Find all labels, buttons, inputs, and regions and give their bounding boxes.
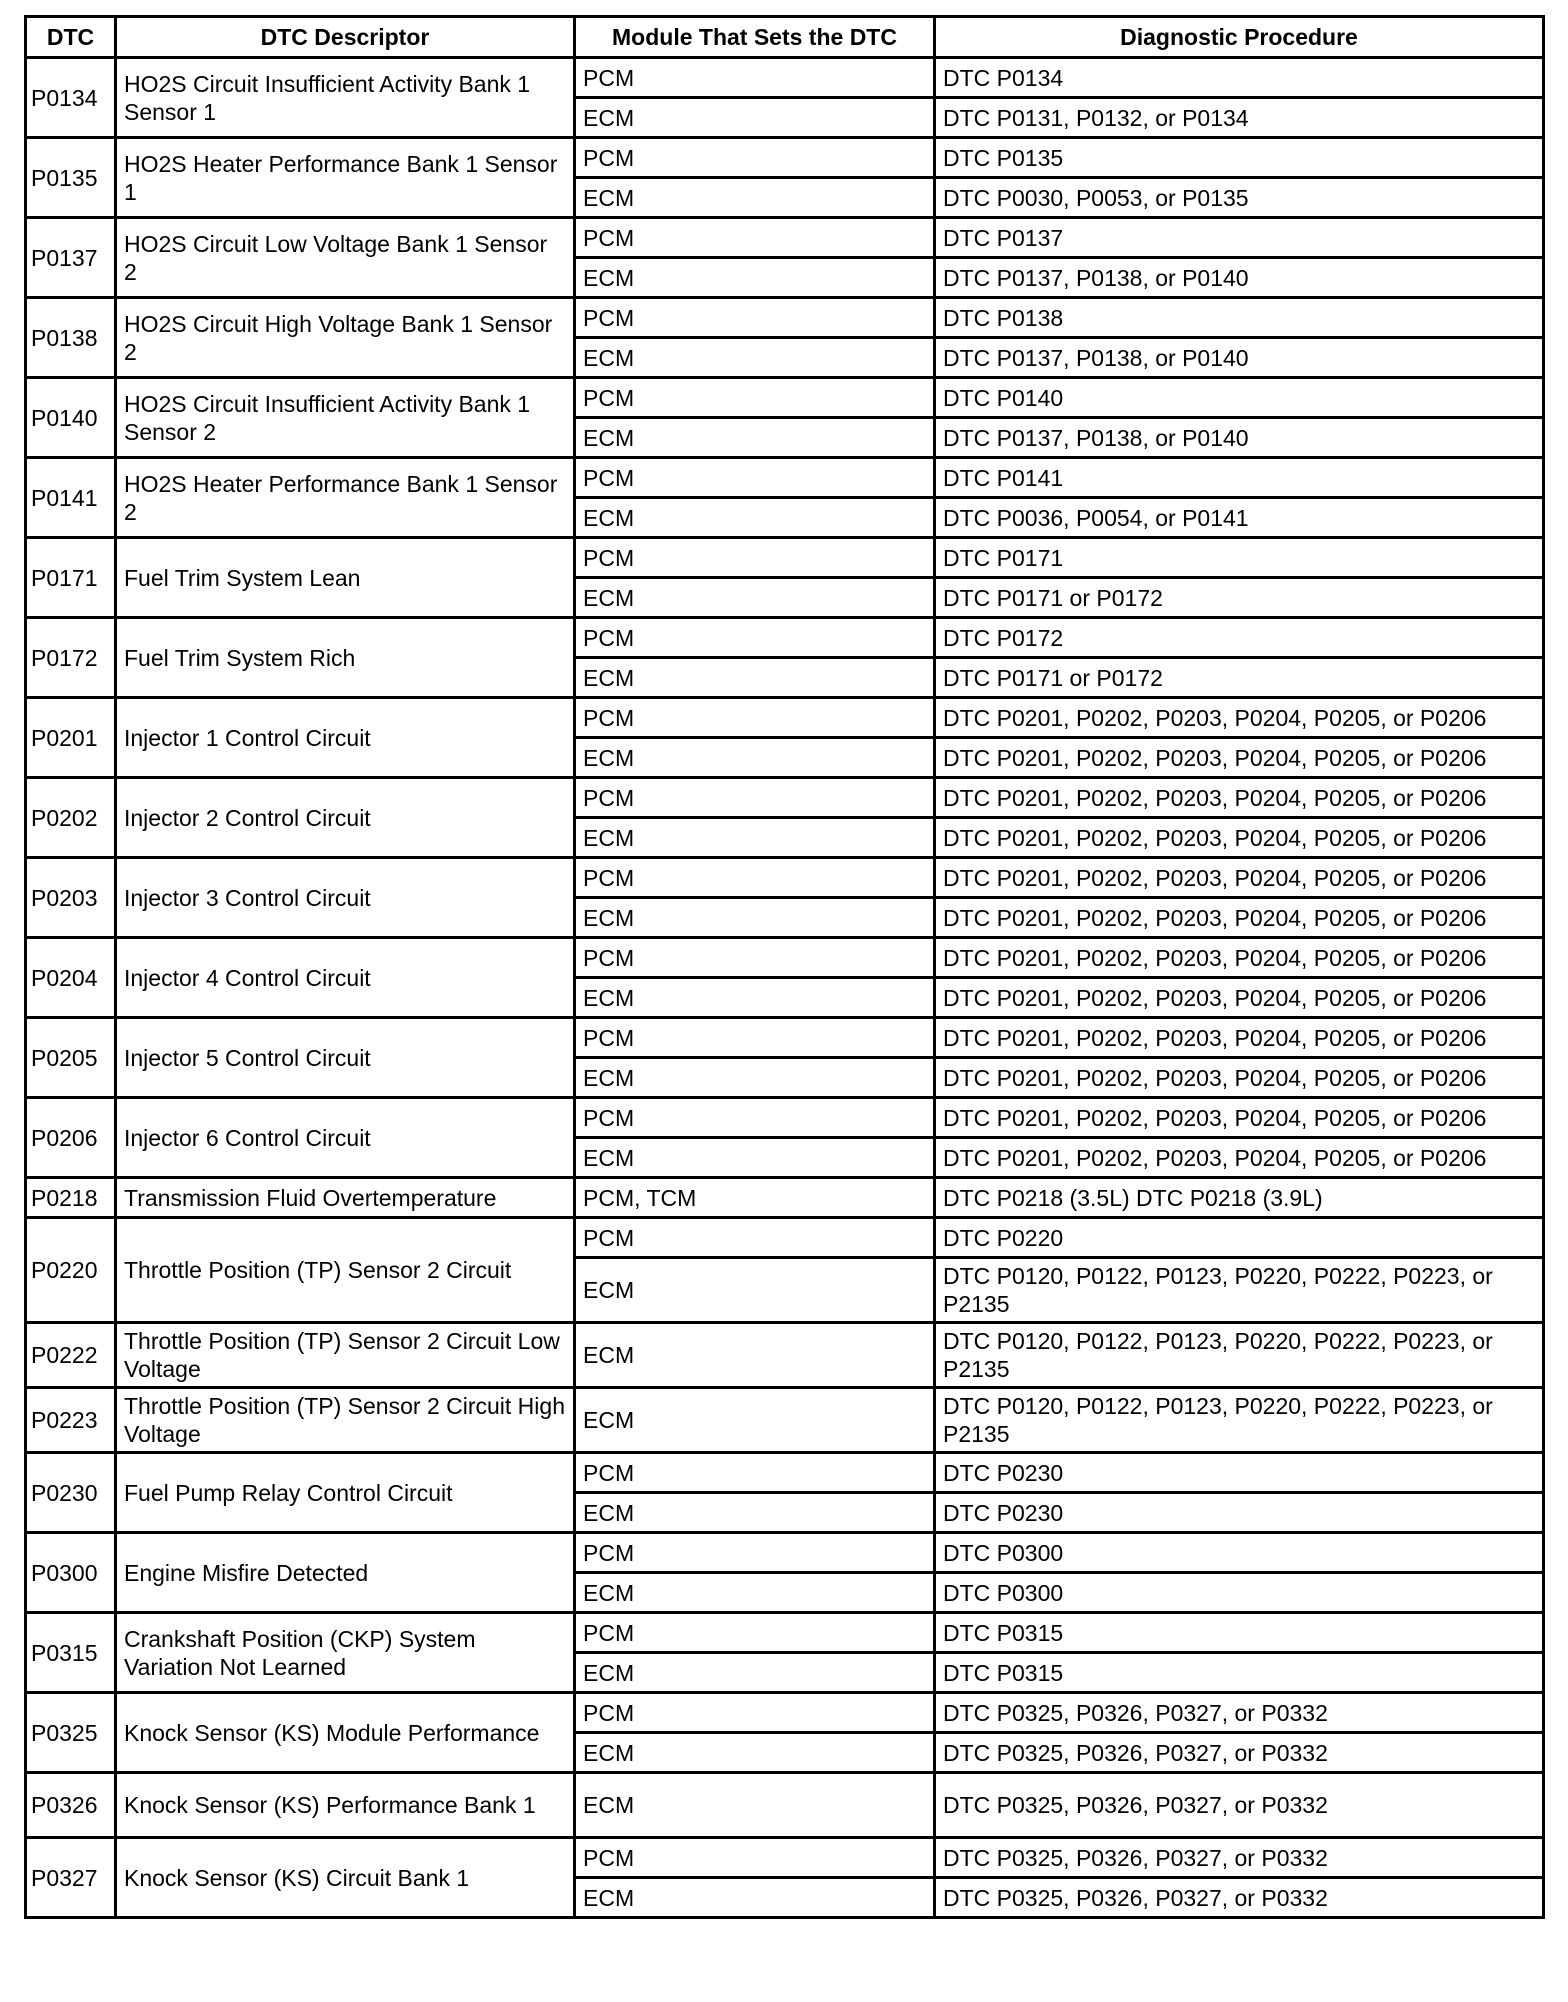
module-cell: PCM (575, 1098, 935, 1138)
procedure-cell: DTC P0201, P0202, P0203, P0204, P0205, or P0206 (935, 738, 1544, 778)
module-cell: ECM (575, 898, 935, 938)
module-cell: PCM (575, 1453, 935, 1493)
module-cell: PCM (575, 1533, 935, 1573)
table-row (26, 1453, 1544, 1493)
module-cell: PCM (575, 778, 935, 818)
dtc-descriptor-cell: HO2S Heater Performance Bank 1 Sensor 2 (116, 458, 575, 538)
dtc-descriptor-cell: Fuel Trim System Lean (116, 538, 575, 618)
procedure-cell: DTC P0300 (935, 1573, 1544, 1613)
module-cell: PCM (575, 218, 935, 258)
module-cell: ECM (575, 1258, 935, 1323)
procedure-cell: DTC P0230 (935, 1493, 1544, 1533)
header-row (26, 17, 1544, 58)
module-cell: ECM (575, 498, 935, 538)
procedure-cell: DTC P0120, P0122, P0123, P0220, P0222, P0223, or P2135 (935, 1323, 1544, 1388)
procedure-cell: DTC P0220 (935, 1218, 1544, 1258)
procedure-cell: DTC P0325, P0326, P0327, or P0332 (935, 1773, 1544, 1838)
dtc-code-cell: P0218 (26, 1178, 116, 1218)
header-dtc: DTC (26, 17, 116, 58)
dtc-descriptor-cell: Engine Misfire Detected (116, 1533, 575, 1613)
module-cell: ECM (575, 1878, 935, 1918)
procedure-cell: DTC P0201, P0202, P0203, P0204, P0205, or P0206 (935, 938, 1544, 978)
procedure-cell: DTC P0201, P0202, P0203, P0204, P0205, or P0206 (935, 1018, 1544, 1058)
table-header (26, 17, 1544, 58)
dtc-code-cell: P0135 (26, 138, 116, 218)
module-cell: ECM (575, 1493, 935, 1533)
procedure-cell: DTC P0300 (935, 1533, 1544, 1573)
module-cell: PCM, TCM (575, 1178, 935, 1218)
module-cell: ECM (575, 978, 935, 1018)
table-row (26, 1693, 1544, 1733)
procedure-cell: DTC P0201, P0202, P0203, P0204, P0205, or P0206 (935, 898, 1544, 938)
header-procedure: Diagnostic Procedure (935, 17, 1544, 58)
dtc-descriptor-cell: Injector 2 Control Circuit (116, 778, 575, 858)
procedure-cell: DTC P0325, P0326, P0327, or P0332 (935, 1693, 1544, 1733)
dtc-code-cell: P0138 (26, 298, 116, 378)
table-row (26, 1018, 1544, 1058)
procedure-cell: DTC P0201, P0202, P0203, P0204, P0205, or P0206 (935, 1098, 1544, 1138)
dtc-descriptor-cell: Injector 4 Control Circuit (116, 938, 575, 1018)
dtc-descriptor-cell: Knock Sensor (KS) Performance Bank 1 (116, 1773, 575, 1838)
dtc-descriptor-cell: HO2S Circuit Insufficient Activity Bank 1 Sensor 2 (116, 378, 575, 458)
dtc-code-cell: P0202 (26, 778, 116, 858)
dtc-code-cell: P0140 (26, 378, 116, 458)
table-row (26, 218, 1544, 258)
procedure-cell: DTC P0137, P0138, or P0140 (935, 418, 1544, 458)
dtc-code-cell: P0171 (26, 538, 116, 618)
header-descriptor: DTC Descriptor (116, 17, 575, 58)
procedure-cell: DTC P0171 (935, 538, 1544, 578)
module-cell: ECM (575, 258, 935, 298)
dtc-code-cell: P0223 (26, 1388, 116, 1453)
module-cell: ECM (575, 658, 935, 698)
procedure-cell: DTC P0201, P0202, P0203, P0204, P0205, or P0206 (935, 978, 1544, 1018)
table-row (26, 538, 1544, 578)
dtc-descriptor-cell: Crankshaft Position (CKP) System Variation Not Learned (116, 1613, 575, 1693)
procedure-cell: DTC P0137, P0138, or P0140 (935, 338, 1544, 378)
table-row (26, 378, 1544, 418)
dtc-descriptor-cell: HO2S Circuit Insufficient Activity Bank 1 Sensor 1 (116, 58, 575, 138)
procedure-cell: DTC P0201, P0202, P0203, P0204, P0205, or P0206 (935, 698, 1544, 738)
table-row (26, 938, 1544, 978)
module-cell: PCM (575, 618, 935, 658)
dtc-code-cell: P0204 (26, 938, 116, 1018)
procedure-cell: DTC P0131, P0132, or P0134 (935, 98, 1544, 138)
dtc-descriptor-cell: HO2S Heater Performance Bank 1 Sensor 1 (116, 138, 575, 218)
dtc-descriptor-cell: Injector 5 Control Circuit (116, 1018, 575, 1098)
module-cell: ECM (575, 98, 935, 138)
procedure-cell: DTC P0201, P0202, P0203, P0204, P0205, or P0206 (935, 858, 1544, 898)
dtc-code-cell: P0220 (26, 1218, 116, 1323)
module-cell: PCM (575, 58, 935, 98)
dtc-code-cell: P0203 (26, 858, 116, 938)
dtc-descriptor-cell: Injector 6 Control Circuit (116, 1098, 575, 1178)
procedure-cell: DTC P0030, P0053, or P0135 (935, 178, 1544, 218)
table-body (26, 58, 1544, 1918)
module-cell: PCM (575, 858, 935, 898)
dtc-code-cell: P0325 (26, 1693, 116, 1773)
procedure-cell: DTC P0137 (935, 218, 1544, 258)
module-cell: ECM (575, 1058, 935, 1098)
dtc-code-cell: P0137 (26, 218, 116, 298)
dtc-code-cell: P0172 (26, 618, 116, 698)
dtc-table (24, 15, 1545, 1919)
dtc-code-cell: P0206 (26, 1098, 116, 1178)
table-row (26, 138, 1544, 178)
module-cell: PCM (575, 458, 935, 498)
dtc-code-cell: P0230 (26, 1453, 116, 1533)
module-cell: PCM (575, 1693, 935, 1733)
module-cell: PCM (575, 1838, 935, 1878)
module-cell: PCM (575, 298, 935, 338)
dtc-descriptor-cell: Knock Sensor (KS) Module Performance (116, 1693, 575, 1773)
procedure-cell: DTC P0218 (3.5L) DTC P0218 (3.9L) (935, 1178, 1544, 1218)
table-row (26, 1533, 1544, 1573)
table-row (26, 1773, 1544, 1838)
dtc-code-cell: P0222 (26, 1323, 116, 1388)
module-cell: PCM (575, 138, 935, 178)
module-cell: PCM (575, 378, 935, 418)
dtc-code-cell: P0315 (26, 1613, 116, 1693)
procedure-cell: DTC P0201, P0202, P0203, P0204, P0205, or P0206 (935, 818, 1544, 858)
module-cell: ECM (575, 1388, 935, 1453)
table-row (26, 458, 1544, 498)
table-row (26, 1613, 1544, 1653)
module-cell: ECM (575, 1653, 935, 1693)
module-cell: ECM (575, 418, 935, 458)
dtc-descriptor-cell: Throttle Position (TP) Sensor 2 Circuit High Voltage (116, 1388, 575, 1453)
table-row (26, 778, 1544, 818)
header-module: Module That Sets the DTC (575, 17, 935, 58)
dtc-code-cell: P0141 (26, 458, 116, 538)
module-cell: PCM (575, 1613, 935, 1653)
procedure-cell: DTC P0141 (935, 458, 1544, 498)
procedure-cell: DTC P0201, P0202, P0203, P0204, P0205, or P0206 (935, 778, 1544, 818)
dtc-descriptor-cell: Fuel Pump Relay Control Circuit (116, 1453, 575, 1533)
dtc-code-cell: P0300 (26, 1533, 116, 1613)
dtc-descriptor-cell: Throttle Position (TP) Sensor 2 Circuit (116, 1218, 575, 1323)
dtc-descriptor-cell: Injector 3 Control Circuit (116, 858, 575, 938)
table-row (26, 858, 1544, 898)
module-cell: ECM (575, 1323, 935, 1388)
module-cell: ECM (575, 1138, 935, 1178)
procedure-cell: DTC P0315 (935, 1613, 1544, 1653)
procedure-cell: DTC P0138 (935, 298, 1544, 338)
procedure-cell: DTC P0325, P0326, P0327, or P0332 (935, 1733, 1544, 1773)
module-cell: PCM (575, 698, 935, 738)
module-cell: ECM (575, 818, 935, 858)
table-row (26, 1098, 1544, 1138)
procedure-cell: DTC P0172 (935, 618, 1544, 658)
module-cell: ECM (575, 1573, 935, 1613)
procedure-cell: DTC P0120, P0122, P0123, P0220, P0222, P0223, or P2135 (935, 1388, 1544, 1453)
procedure-cell: DTC P0325, P0326, P0327, or P0332 (935, 1838, 1544, 1878)
dtc-code-cell: P0201 (26, 698, 116, 778)
table-row (26, 298, 1544, 338)
module-cell: PCM (575, 1018, 935, 1058)
module-cell: ECM (575, 178, 935, 218)
dtc-code-cell: P0205 (26, 1018, 116, 1098)
table-row (26, 1178, 1544, 1218)
table-row (26, 1218, 1544, 1258)
procedure-cell: DTC P0140 (935, 378, 1544, 418)
table-row (26, 1838, 1544, 1878)
dtc-code-cell: P0326 (26, 1773, 116, 1838)
procedure-cell: DTC P0201, P0202, P0203, P0204, P0205, or P0206 (935, 1138, 1544, 1178)
procedure-cell: DTC P0135 (935, 138, 1544, 178)
procedure-cell: DTC P0120, P0122, P0123, P0220, P0222, P0223, or P2135 (935, 1258, 1544, 1323)
table-row (26, 1388, 1544, 1453)
module-cell: ECM (575, 578, 935, 618)
procedure-cell: DTC P0171 or P0172 (935, 658, 1544, 698)
module-cell: ECM (575, 738, 935, 778)
module-cell: PCM (575, 938, 935, 978)
module-cell: ECM (575, 1773, 935, 1838)
module-cell: PCM (575, 538, 935, 578)
table-row (26, 1323, 1544, 1388)
procedure-cell: DTC P0036, P0054, or P0141 (935, 498, 1544, 538)
dtc-descriptor-cell: Transmission Fluid Overtemperature (116, 1178, 575, 1218)
dtc-descriptor-cell: Throttle Position (TP) Sensor 2 Circuit Low Voltage (116, 1323, 575, 1388)
procedure-cell: DTC P0230 (935, 1453, 1544, 1493)
dtc-code-cell: P0134 (26, 58, 116, 138)
procedure-cell: DTC P0134 (935, 58, 1544, 98)
procedure-cell: DTC P0201, P0202, P0203, P0204, P0205, or P0206 (935, 1058, 1544, 1098)
table-row (26, 618, 1544, 658)
module-cell: ECM (575, 338, 935, 378)
module-cell: ECM (575, 1733, 935, 1773)
dtc-descriptor-cell: Injector 1 Control Circuit (116, 698, 575, 778)
procedure-cell: DTC P0137, P0138, or P0140 (935, 258, 1544, 298)
table-row (26, 58, 1544, 98)
procedure-cell: DTC P0325, P0326, P0327, or P0332 (935, 1878, 1544, 1918)
procedure-cell: DTC P0171 or P0172 (935, 578, 1544, 618)
procedure-cell: DTC P0315 (935, 1653, 1544, 1693)
module-cell: PCM (575, 1218, 935, 1258)
dtc-descriptor-cell: HO2S Circuit High Voltage Bank 1 Sensor 2 (116, 298, 575, 378)
dtc-descriptor-cell: Fuel Trim System Rich (116, 618, 575, 698)
dtc-descriptor-cell: Knock Sensor (KS) Circuit Bank 1 (116, 1838, 575, 1918)
table-row (26, 698, 1544, 738)
dtc-code-cell: P0327 (26, 1838, 116, 1918)
dtc-descriptor-cell: HO2S Circuit Low Voltage Bank 1 Sensor 2 (116, 218, 575, 298)
